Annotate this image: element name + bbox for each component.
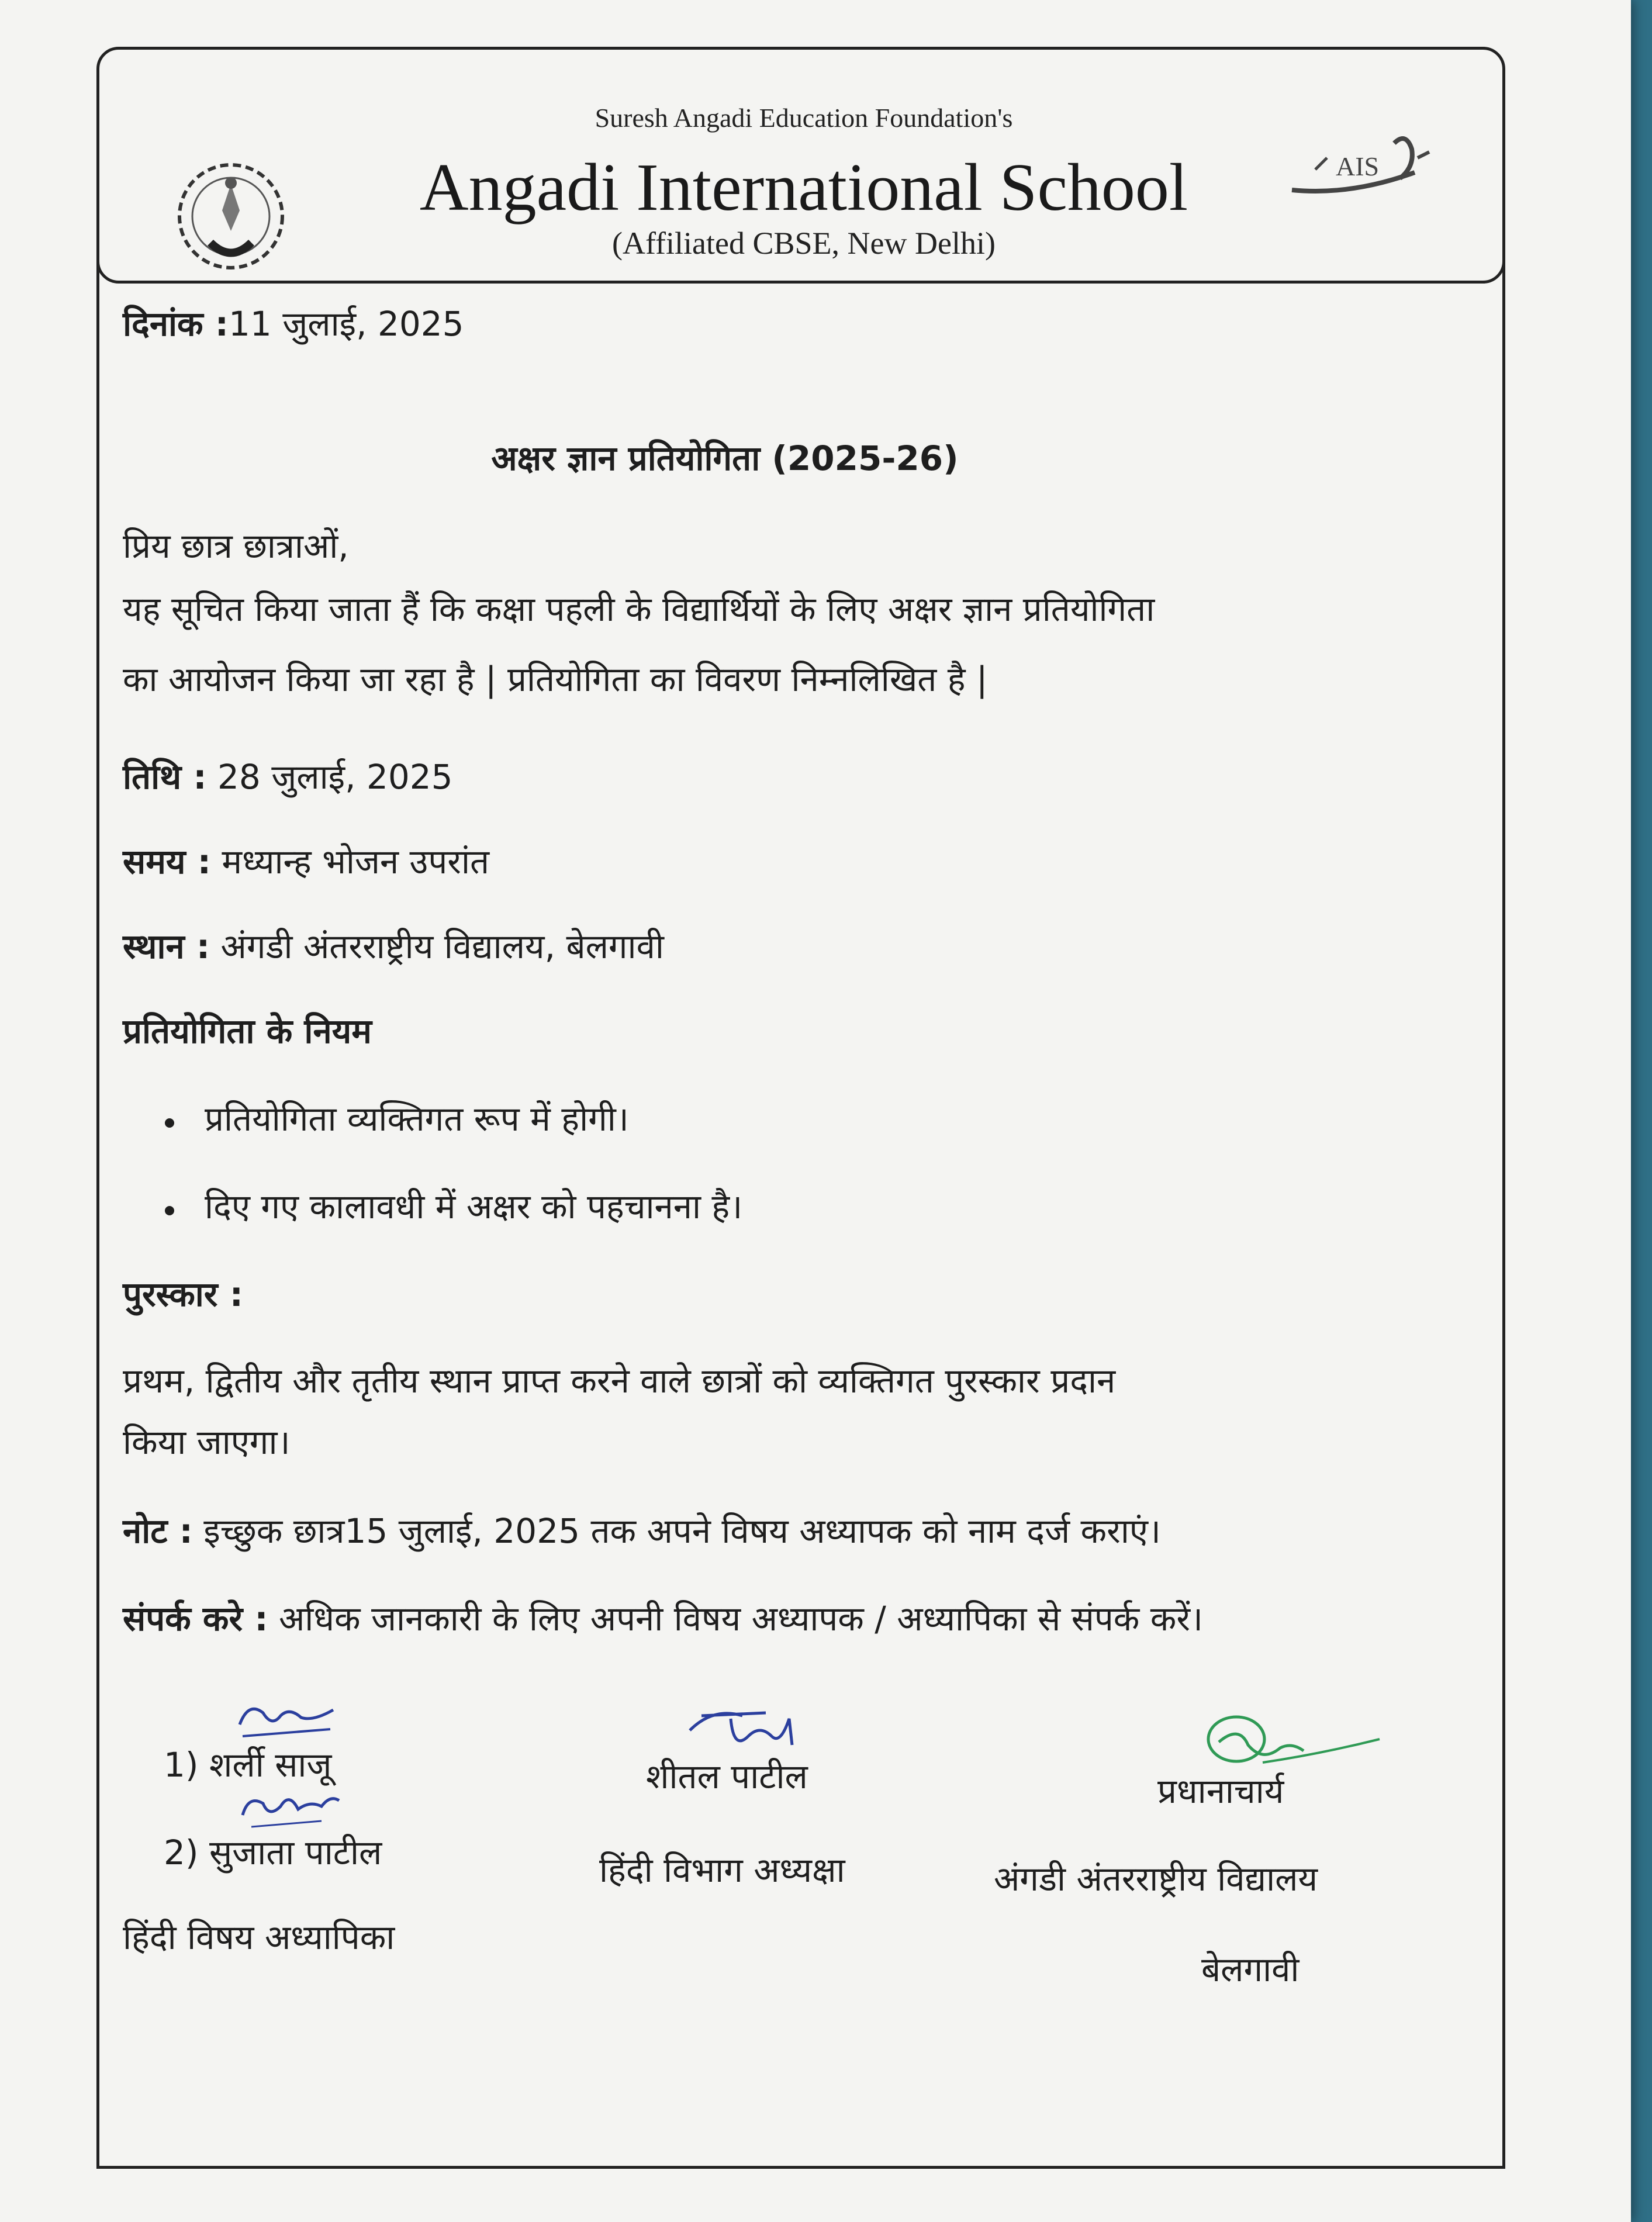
teacher2-signature	[234, 1783, 345, 1836]
note	[123, 1511, 1161, 1552]
foundation-name: Suresh Angadi Education Foundation's	[595, 103, 1013, 133]
bullet-icon	[165, 1118, 174, 1128]
intro-line: का आयोजन किया जा रहा है | प्रतियोगिता का विवरण निम्नलिखित है |	[123, 659, 988, 699]
event-venue	[123, 927, 664, 967]
event-date	[123, 757, 453, 798]
ais-logo-icon	[1280, 126, 1438, 208]
event-venue-value: अंगडी अंतरराष्ट्रीय विद्यालय, बेलगावी	[220, 927, 664, 966]
prize-line: किया जाएगा।	[123, 1422, 291, 1462]
contact-label: संपर्क करे :	[123, 1599, 268, 1639]
teachers-role: हिंदी विषय अध्यापिका	[123, 1917, 395, 1957]
intro-line: यह सूचित किया जाता हैं कि कक्षा पहली के विद्यार्थियों के लिए अक्षर ज्ञान प्रतियोगिता	[123, 589, 1155, 629]
principal-title: प्रधानाचार्य	[1157, 1771, 1284, 1811]
hod-signature	[678, 1695, 818, 1760]
contact-text: अधिक जानकारी के लिए अपनी विषय अध्यापक / अध्यापिका से संपर्क करें।	[278, 1599, 1204, 1639]
event-time-value: मध्यान्ह भोजन उपरांत	[222, 842, 490, 882]
hod-role: हिंदी विभाग अध्यक्षा	[599, 1850, 845, 1890]
rule-item: प्रतियोगिता व्यक्तिगत रूप में होगी।	[205, 1099, 629, 1139]
teacher-2-name: 2) सुजाता पाटील	[164, 1833, 382, 1872]
principal-school: अंगडी अंतरराष्ट्रीय विद्यालय	[994, 1859, 1318, 1899]
date-value: 11 जुलाई, 2025	[228, 304, 464, 344]
hod-name: शीतल पाटील	[646, 1757, 808, 1796]
notice-date	[123, 304, 464, 345]
teacher1-signature	[231, 1695, 342, 1748]
note-label: नोट :	[123, 1511, 193, 1551]
event-date-label: तिथि :	[123, 757, 207, 797]
bullet-icon	[165, 1206, 174, 1215]
date-label: दिनांक :	[123, 304, 229, 344]
event-time	[123, 842, 489, 883]
teacher-1-name: 1) शर्ली साजू	[164, 1745, 332, 1785]
school-name: Angadi International School	[419, 150, 1188, 225]
prize-line: प्रथम, द्वितीय और तृतीय स्थान प्राप्त करने वाले छात्रों को व्यक्तिगत पुरस्कार प्रदान	[123, 1361, 1116, 1401]
prize-heading: पुरस्कार :	[123, 1274, 243, 1314]
note-text: इच्छुक छात्र15 जुलाई, 2025 तक अपने विषय अध्यापक को नाम दर्ज कराएं।	[203, 1511, 1161, 1551]
affiliation: (Affiliated CBSE, New Delhi)	[612, 226, 996, 261]
principal-city: बेलगावी	[1201, 1950, 1300, 1989]
event-time-label: समय :	[123, 842, 211, 882]
event-venue-label: स्थान :	[123, 927, 210, 966]
contact	[123, 1599, 1203, 1640]
rules-heading: प्रतियोगिता के नियम	[123, 1011, 372, 1051]
salutation: प्रिय छात्र छात्राओं,	[123, 526, 349, 566]
rule-item: दिए गए कालावधी में अक्षर को पहचानना है।	[205, 1187, 743, 1226]
event-date-value: 28 जुलाई, 2025	[217, 757, 453, 797]
svg-text:AIS: AIS	[1336, 151, 1380, 181]
school-header	[96, 47, 1505, 284]
notice-title: अक्षर ज्ञान प्रतियोगिता (2025-26)	[491, 438, 959, 478]
